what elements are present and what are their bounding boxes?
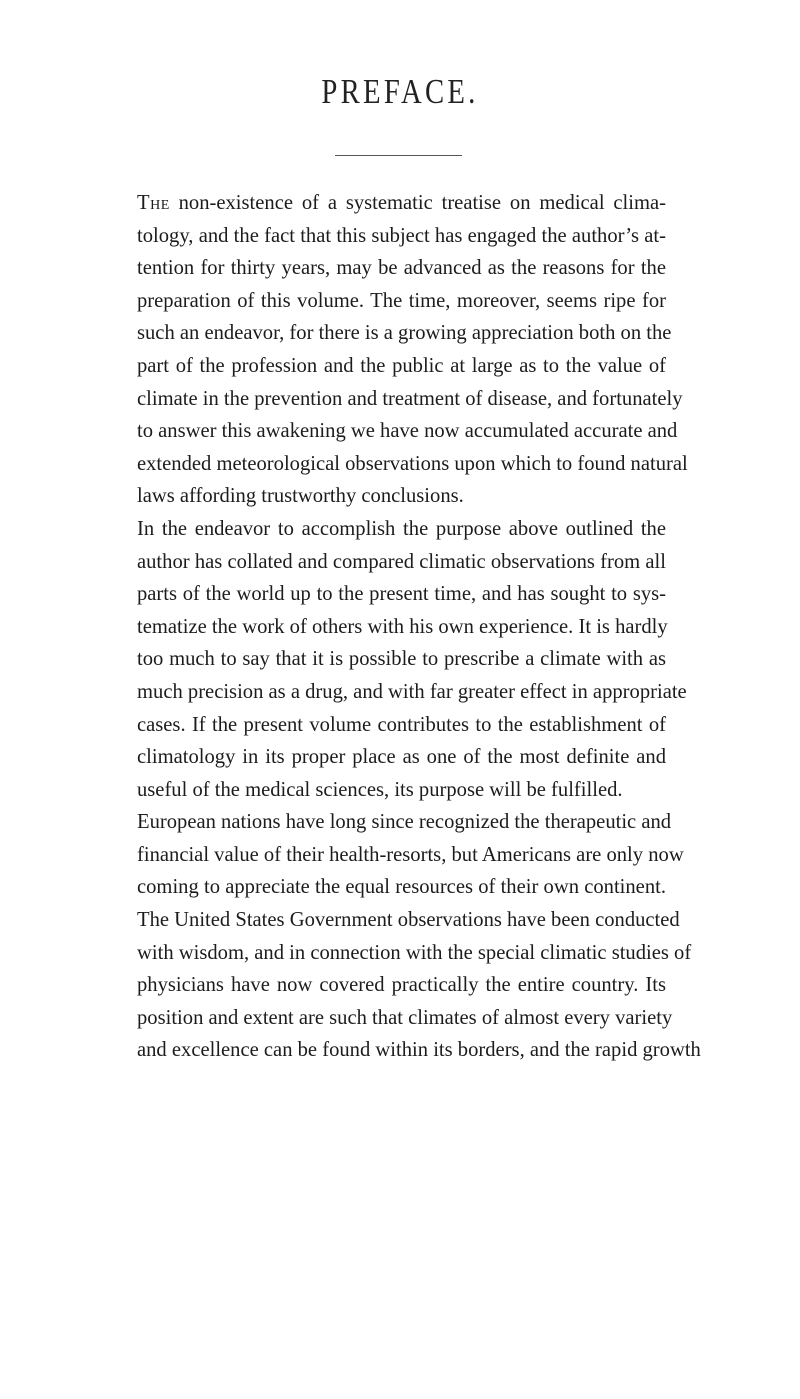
line-text: too much to say that it is possible to prescribe a climate with as bbox=[137, 648, 666, 671]
line-text: position and extent are such that climates of almost every variety bbox=[137, 1006, 673, 1029]
line-text: parts of the world up to the present time, and has sought to sys- bbox=[137, 583, 666, 606]
line-text: physicians have now covered practically the entire country. Its bbox=[137, 974, 666, 997]
text-line bbox=[137, 741, 666, 774]
line-text: extended meteorological observations upon which to found natural bbox=[137, 452, 688, 475]
lead-word: The bbox=[137, 192, 170, 214]
text-line bbox=[137, 252, 666, 285]
text-line bbox=[137, 317, 672, 350]
line-text: tematize the work of others with his own experience. It is hardly bbox=[137, 615, 668, 638]
line-text: In the endeavor to accomplish the purpose above outlined the bbox=[137, 517, 666, 540]
text-line bbox=[137, 937, 692, 970]
text-line bbox=[137, 448, 688, 481]
line-text: tology, and the fact that this subject has engaged the author’s at- bbox=[137, 224, 666, 247]
text-line bbox=[137, 643, 666, 676]
line-text: non-existence of a systematic treatise on medical clima- bbox=[178, 192, 666, 214]
line-text: The United States Government observations have been conducted bbox=[137, 909, 680, 932]
text-line bbox=[137, 480, 666, 513]
line-text: coming to appreciate the equal resources of their own continent. bbox=[137, 876, 666, 899]
text-line bbox=[137, 904, 680, 937]
line-text: author has collated and compared climatic observations from all bbox=[137, 550, 666, 573]
text-line bbox=[137, 611, 666, 644]
text-line bbox=[137, 415, 678, 448]
text-line bbox=[137, 871, 666, 904]
line-text: cases. If the present volume contributes to the establishment of bbox=[137, 713, 666, 736]
text-line bbox=[137, 774, 666, 807]
text-line bbox=[137, 578, 666, 611]
text-line bbox=[137, 546, 666, 579]
text-line bbox=[137, 969, 666, 1002]
preface-body bbox=[137, 187, 701, 1067]
line-text: climate in the prevention and treatment of disease, and fortunately bbox=[137, 387, 683, 410]
line-text: climatology in its proper place as one of the most definite and bbox=[137, 746, 666, 769]
text-line bbox=[137, 709, 666, 742]
page-title: PREFACE. bbox=[321, 72, 479, 111]
text-line bbox=[137, 806, 672, 839]
line-text: financial value of their health-resorts, but Americans are only now bbox=[137, 843, 684, 866]
text-line bbox=[137, 350, 666, 383]
line-text: and excellence can be found within its borders, and the rapid growth bbox=[137, 1039, 701, 1062]
line-text: much precision as a drug, and with far greater effect in appropriate bbox=[137, 680, 687, 703]
text-line bbox=[137, 220, 666, 253]
line-text: such an endeavor, for there is a growing appreciation both on the bbox=[137, 322, 672, 345]
text-line bbox=[137, 383, 683, 416]
line-text: to answer this awakening we have now accumulated accurate and bbox=[137, 420, 678, 443]
title-divider bbox=[335, 155, 462, 156]
line-text: useful of the medical sciences, its purpose will be fulfilled. bbox=[137, 778, 623, 801]
line-text: laws affording trustworthy conclusions. bbox=[137, 485, 464, 508]
text-line bbox=[137, 676, 687, 709]
text-line bbox=[137, 1002, 673, 1035]
text-line bbox=[137, 187, 666, 220]
line-text: tention for thirty years, may be advanced as the reasons for the bbox=[137, 257, 666, 280]
line-text: preparation of this volume. The time, moreover, seems ripe for bbox=[137, 289, 666, 312]
line-text: part of the profession and the public at large as to the value of bbox=[137, 354, 666, 377]
line-text: with wisdom, and in connection with the special climatic studies of bbox=[137, 941, 692, 964]
text-line bbox=[137, 513, 666, 546]
line-text: European nations have long since recognized the therapeutic and bbox=[137, 811, 672, 834]
text-line bbox=[137, 1034, 701, 1067]
text-line bbox=[137, 285, 666, 318]
text-line bbox=[137, 839, 684, 872]
